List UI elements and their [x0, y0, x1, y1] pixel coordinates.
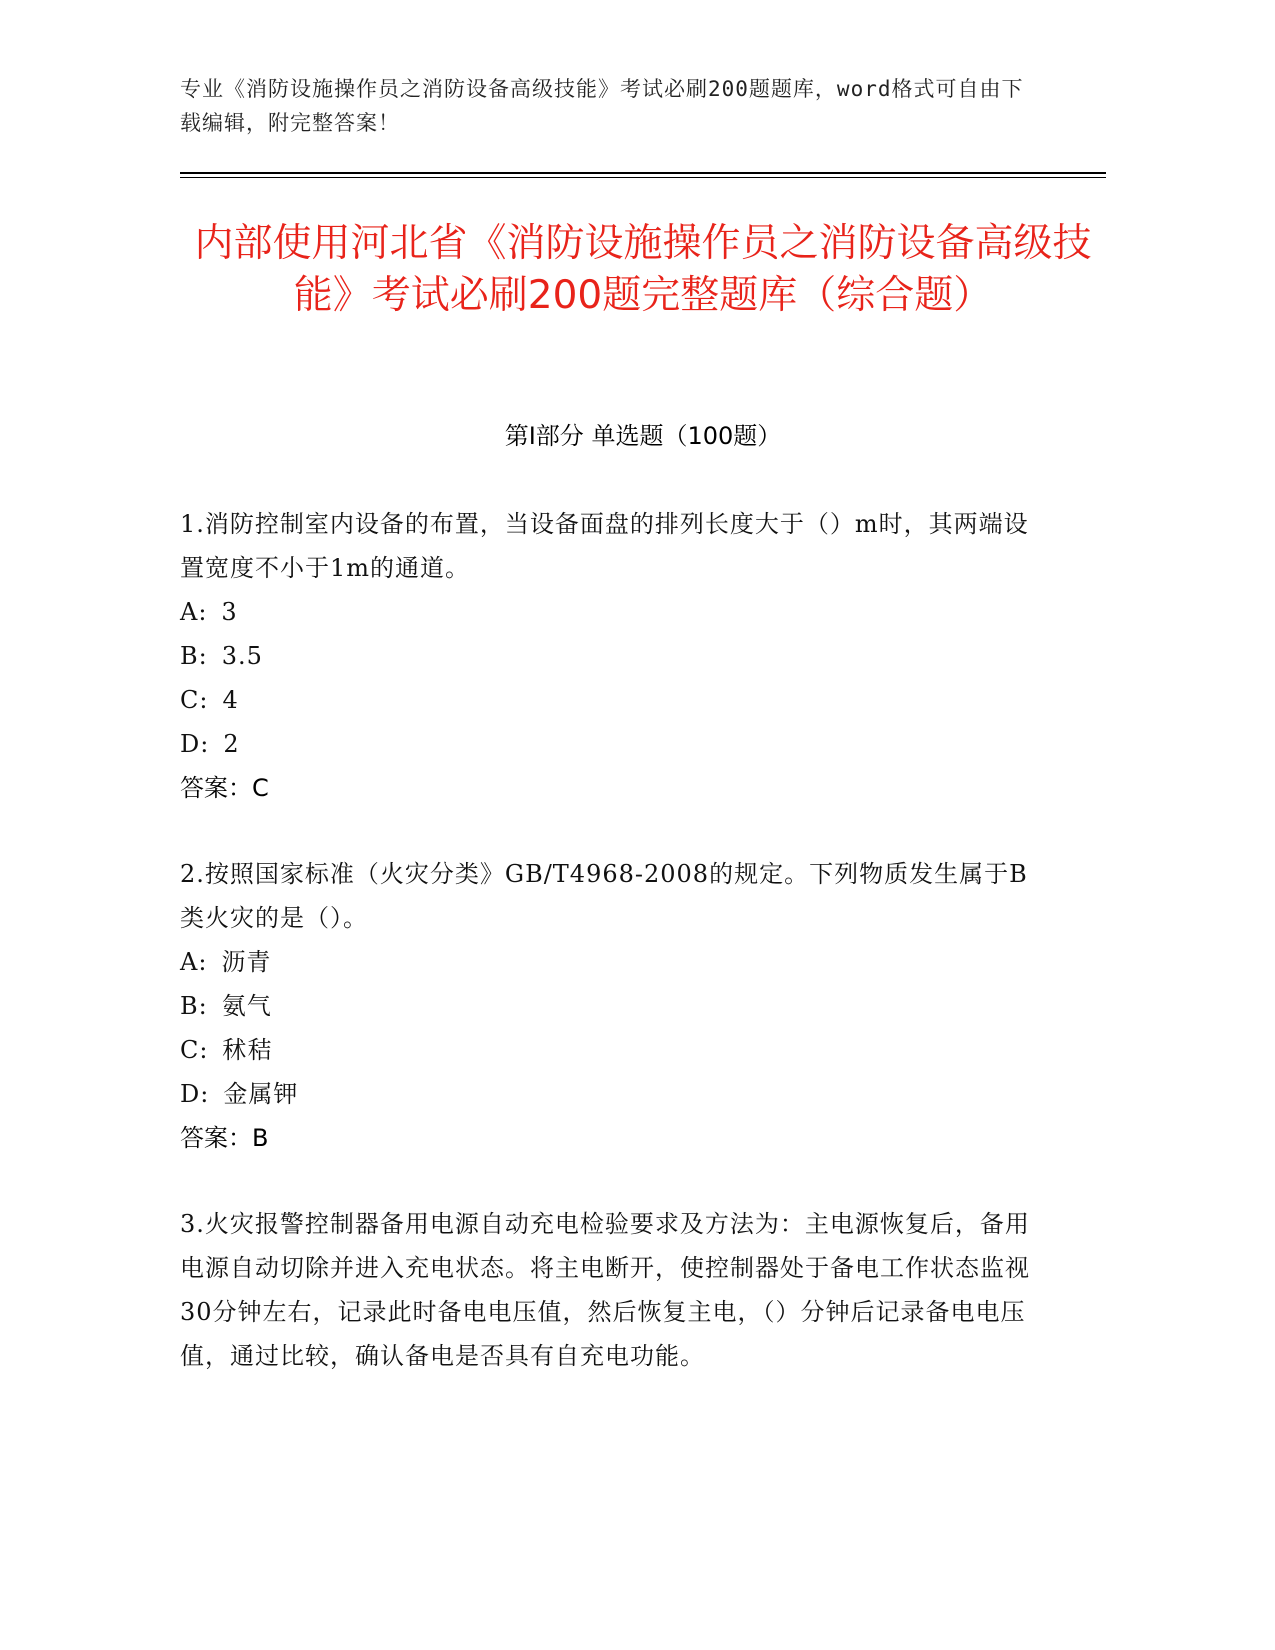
header-divider-thick [180, 172, 1106, 174]
option-text: 3 [221, 598, 238, 626]
option-text: 沥青 [221, 948, 272, 976]
option-key: D: [180, 1080, 210, 1108]
section-title: 第Ⅰ部分 单选题（100题） [504, 422, 782, 450]
question-stem: 3.火灾报警控制器备用电源自动充电检验要求及方法为：主电源恢复后，备用电源自动切除并进入充电状态。将主电断开，使控制器处于备电工作状态监视30分钟左右，记录此时备电电压值，然后恢复主电，（）分钟后记录备电电压值，通过比较，确认备电是否具有自充电功能。 [180, 1210, 1030, 1370]
option-a [180, 590, 1040, 634]
question-3 [180, 1202, 1040, 1378]
option-text: 4 [222, 686, 239, 714]
option-d [180, 722, 1040, 766]
document-title: 内部使用河北省《消防设施操作员之消防设备高级技能》考试必刷200题完整题库（综合题） [194, 221, 1092, 318]
option-d [180, 1072, 1040, 1116]
option-text: 金属钾 [223, 1080, 299, 1108]
header-note: 专业《消防设施操作员之消防设备高级技能》考试必刷200题题库，word格式可自由下载编辑，附完整答案！ [180, 77, 1024, 135]
option-key: A: [180, 948, 208, 976]
option-key: A: [180, 598, 208, 626]
answer: 答案：B [180, 1124, 269, 1152]
option-key: C: [180, 686, 209, 714]
question-stem: 2.按照国家标准（火灾分类》GB/T4968-2008的规定。下列物质发生属于B类火灾的是（）。 [180, 860, 1028, 932]
question-1 [180, 502, 1040, 810]
option-key: B: [180, 642, 208, 670]
option-c [180, 1028, 1040, 1072]
question-list [180, 502, 1040, 1420]
option-text: 秫秸 [222, 1036, 273, 1064]
option-a [180, 940, 1040, 984]
option-b [180, 634, 1040, 678]
option-text: 3.5 [221, 642, 263, 670]
option-c [180, 678, 1040, 722]
question-stem: 1.消防控制室内设备的布置，当设备面盘的排列长度大于（）m时，其两端设置宽度不小于1m的通道。 [180, 510, 1029, 582]
answer: 答案：C [180, 774, 269, 802]
header-divider-thin [180, 177, 1106, 178]
option-key: D: [180, 730, 210, 758]
option-text: 2 [223, 730, 240, 758]
option-key: B: [180, 992, 208, 1020]
option-key: C: [180, 1036, 209, 1064]
question-2 [180, 852, 1040, 1160]
option-text: 氨气 [221, 992, 272, 1020]
option-b [180, 984, 1040, 1028]
